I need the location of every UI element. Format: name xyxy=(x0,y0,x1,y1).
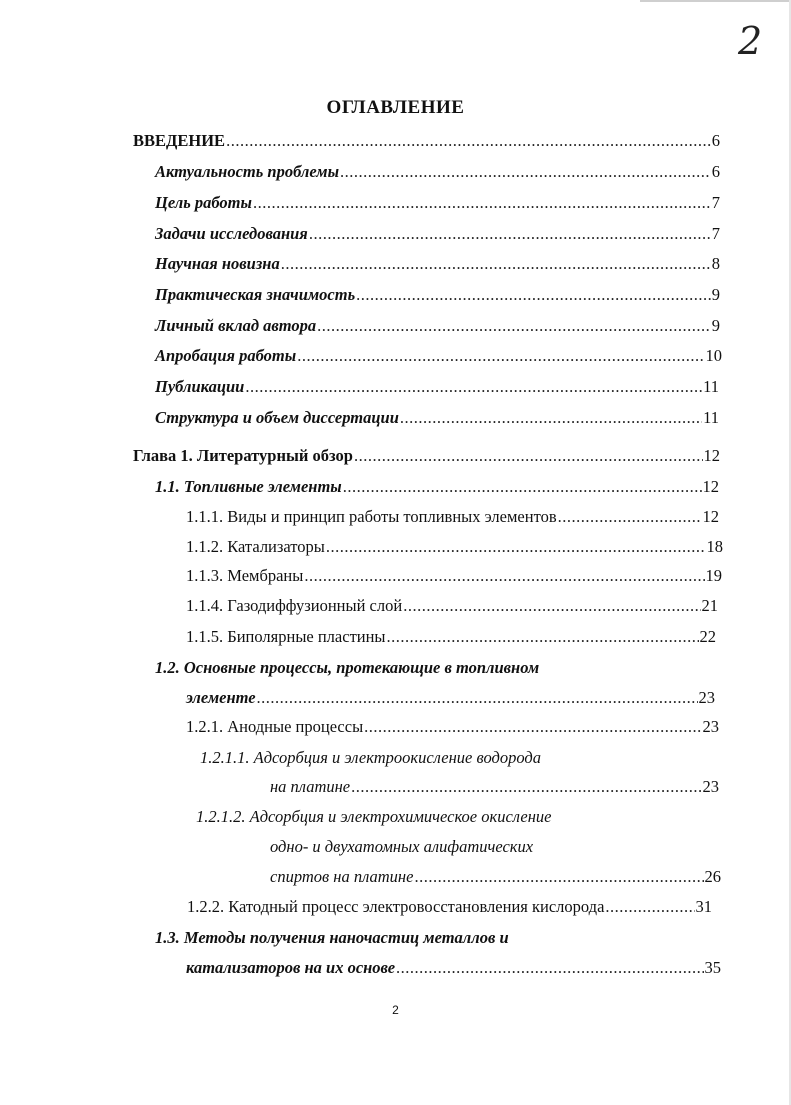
dot-leader xyxy=(343,476,702,498)
toc-entry-page: 23 xyxy=(702,777,719,796)
toc-entry-page: 35 xyxy=(704,958,721,977)
toc-entry[interactable] xyxy=(186,595,718,617)
toc-entry-title: Практическая значимость xyxy=(155,285,356,304)
handwritten-page-mark: 2 xyxy=(738,19,763,63)
toc-entry-page: 23 xyxy=(698,688,715,707)
dot-leader xyxy=(351,776,701,798)
toc-entry-title: Публикации xyxy=(155,377,245,396)
toc-entry-1-2-1-2-line2: одно- и двухатомных алифатических xyxy=(270,837,534,856)
toc-entry[interactable] xyxy=(186,565,722,587)
toc-entry-section-1-3[interactable] xyxy=(186,957,721,979)
toc-entry-page: 8 xyxy=(711,254,720,273)
dot-leader xyxy=(396,957,703,979)
page-title: ОГЛАВЛЕНИЕ xyxy=(326,97,465,118)
dot-leader xyxy=(281,253,711,275)
toc-entry-1-2-1-1-line1: 1.2.1.1. Адсорбция и электроокисление водорода xyxy=(200,748,541,767)
toc-entry-title: 1.1.4. Газодиффузионный слой xyxy=(186,596,403,615)
toc-entry-page: 9 xyxy=(711,285,720,304)
dot-leader xyxy=(309,223,711,245)
toc-entry-title: спиртов на платине xyxy=(270,867,414,886)
toc-entry-page: 9 xyxy=(711,316,720,335)
toc-entry-title: ВВЕДЕНИЕ xyxy=(133,131,226,150)
dot-leader xyxy=(245,376,702,398)
toc-entry-page: 26 xyxy=(704,867,721,886)
dot-leader xyxy=(304,565,704,587)
toc-entry-title: Структура и объем диссертации xyxy=(155,408,399,427)
toc-entry-page: 12 xyxy=(703,446,720,465)
toc-entry-1-2-1-2-line1: 1.2.1.2. Адсорбция и электрохимическое окисление xyxy=(196,807,552,826)
toc-entry-title: 1.1.2. Катализаторы xyxy=(186,537,325,556)
toc-entry-1-2-1-2[interactable] xyxy=(270,866,721,888)
dot-leader xyxy=(364,716,701,738)
dot-leader xyxy=(558,506,702,528)
toc-entry-title: Глава 1. Литературный обзор xyxy=(133,446,353,465)
toc-entry[interactable] xyxy=(186,506,719,528)
toc-entry[interactable] xyxy=(155,345,722,367)
dot-leader xyxy=(340,161,711,183)
toc-entry-page: 23 xyxy=(702,717,719,736)
dot-leader xyxy=(387,626,699,648)
toc-entry-title: Задачи исследования xyxy=(155,224,308,243)
dot-leader xyxy=(317,315,711,337)
toc-entry[interactable] xyxy=(155,192,720,214)
toc-entry-section-1-1[interactable] xyxy=(155,476,719,498)
dot-leader xyxy=(226,130,711,152)
toc-entry[interactable] xyxy=(155,407,719,429)
toc-entry[interactable] xyxy=(155,253,720,275)
dot-leader xyxy=(253,192,711,214)
toc-entry-title: 1.1.5. Биполярные пластины xyxy=(186,627,386,646)
toc-entry-page: 31 xyxy=(695,897,712,916)
toc-entry[interactable] xyxy=(155,284,720,306)
toc-entry-page: 21 xyxy=(701,596,718,615)
dot-leader xyxy=(414,866,703,888)
toc-entry-title: 1.1. Топливные элементы xyxy=(155,477,342,496)
toc-entry-introduction[interactable] xyxy=(133,130,720,152)
dot-leader xyxy=(257,687,698,709)
toc-entry-title: элементе xyxy=(186,688,256,707)
toc-entry[interactable] xyxy=(155,315,720,337)
toc-entry-title: 1.2.2. Катодный процесс электровосстановления кислорода xyxy=(187,897,605,916)
toc-entry-page: 10 xyxy=(705,346,722,365)
toc-entry-page: 6 xyxy=(711,131,720,150)
toc-entry-title: на платине xyxy=(270,777,351,796)
toc-entry-title: 1.1.1. Виды и принцип работы топливных элементов xyxy=(186,507,557,526)
toc-entry-1-2-2[interactable] xyxy=(187,896,712,918)
toc-entry-page: 6 xyxy=(711,162,720,181)
toc-entry-title: 1.2.1. Анодные процессы xyxy=(186,717,364,736)
toc-entry[interactable] xyxy=(186,626,716,648)
toc-entry-page: 11 xyxy=(703,377,719,396)
dot-leader xyxy=(400,407,702,429)
dot-leader xyxy=(356,284,711,306)
toc-entry-title: 1.1.3. Мембраны xyxy=(186,566,304,585)
toc-entry-page: 12 xyxy=(702,477,719,496)
dot-leader xyxy=(605,896,694,918)
toc-entry[interactable] xyxy=(155,376,719,398)
toc-entry[interactable] xyxy=(155,161,720,183)
toc-entry-page: 7 xyxy=(711,224,720,243)
scan-edge-top xyxy=(640,0,791,2)
toc-entry[interactable] xyxy=(155,223,720,245)
toc-entry-page: 18 xyxy=(706,537,723,556)
toc-entry-page: 19 xyxy=(705,566,722,585)
toc-entry-title: Личный вклад автора xyxy=(155,316,317,335)
toc-entry-chapter-1[interactable] xyxy=(133,445,720,467)
dot-leader xyxy=(297,345,704,367)
toc-entry-title: катализаторов на их основе xyxy=(186,958,396,977)
dot-leader xyxy=(354,445,703,467)
page-number: 2 xyxy=(392,1003,399,1017)
dot-leader xyxy=(326,536,706,558)
toc-entry-page: 11 xyxy=(703,408,719,427)
toc-entry-page: 7 xyxy=(711,193,720,212)
toc-entry-title: Цель работы xyxy=(155,193,252,212)
toc-entry-page: 22 xyxy=(699,627,716,646)
dot-leader xyxy=(403,595,700,617)
toc-entry-title: Апробация работы xyxy=(155,346,297,365)
toc-entry-section-1-3-line1: 1.3. Методы получения наночастиц металлов и xyxy=(155,928,509,947)
toc-entry-1-2-1-1[interactable] xyxy=(270,776,719,798)
toc-entry-section-1-2[interactable] xyxy=(186,687,715,709)
toc-entry-1-2-1[interactable] xyxy=(186,716,719,738)
toc-entry-section-1-2-line1: 1.2. Основные процессы, протекающие в топливном xyxy=(155,658,540,677)
toc-entry[interactable] xyxy=(186,536,723,558)
toc-entry-title: Научная новизна xyxy=(155,254,280,273)
toc-entry-page: 12 xyxy=(702,507,719,526)
toc-entry-title: Актуальность проблемы xyxy=(155,162,340,181)
